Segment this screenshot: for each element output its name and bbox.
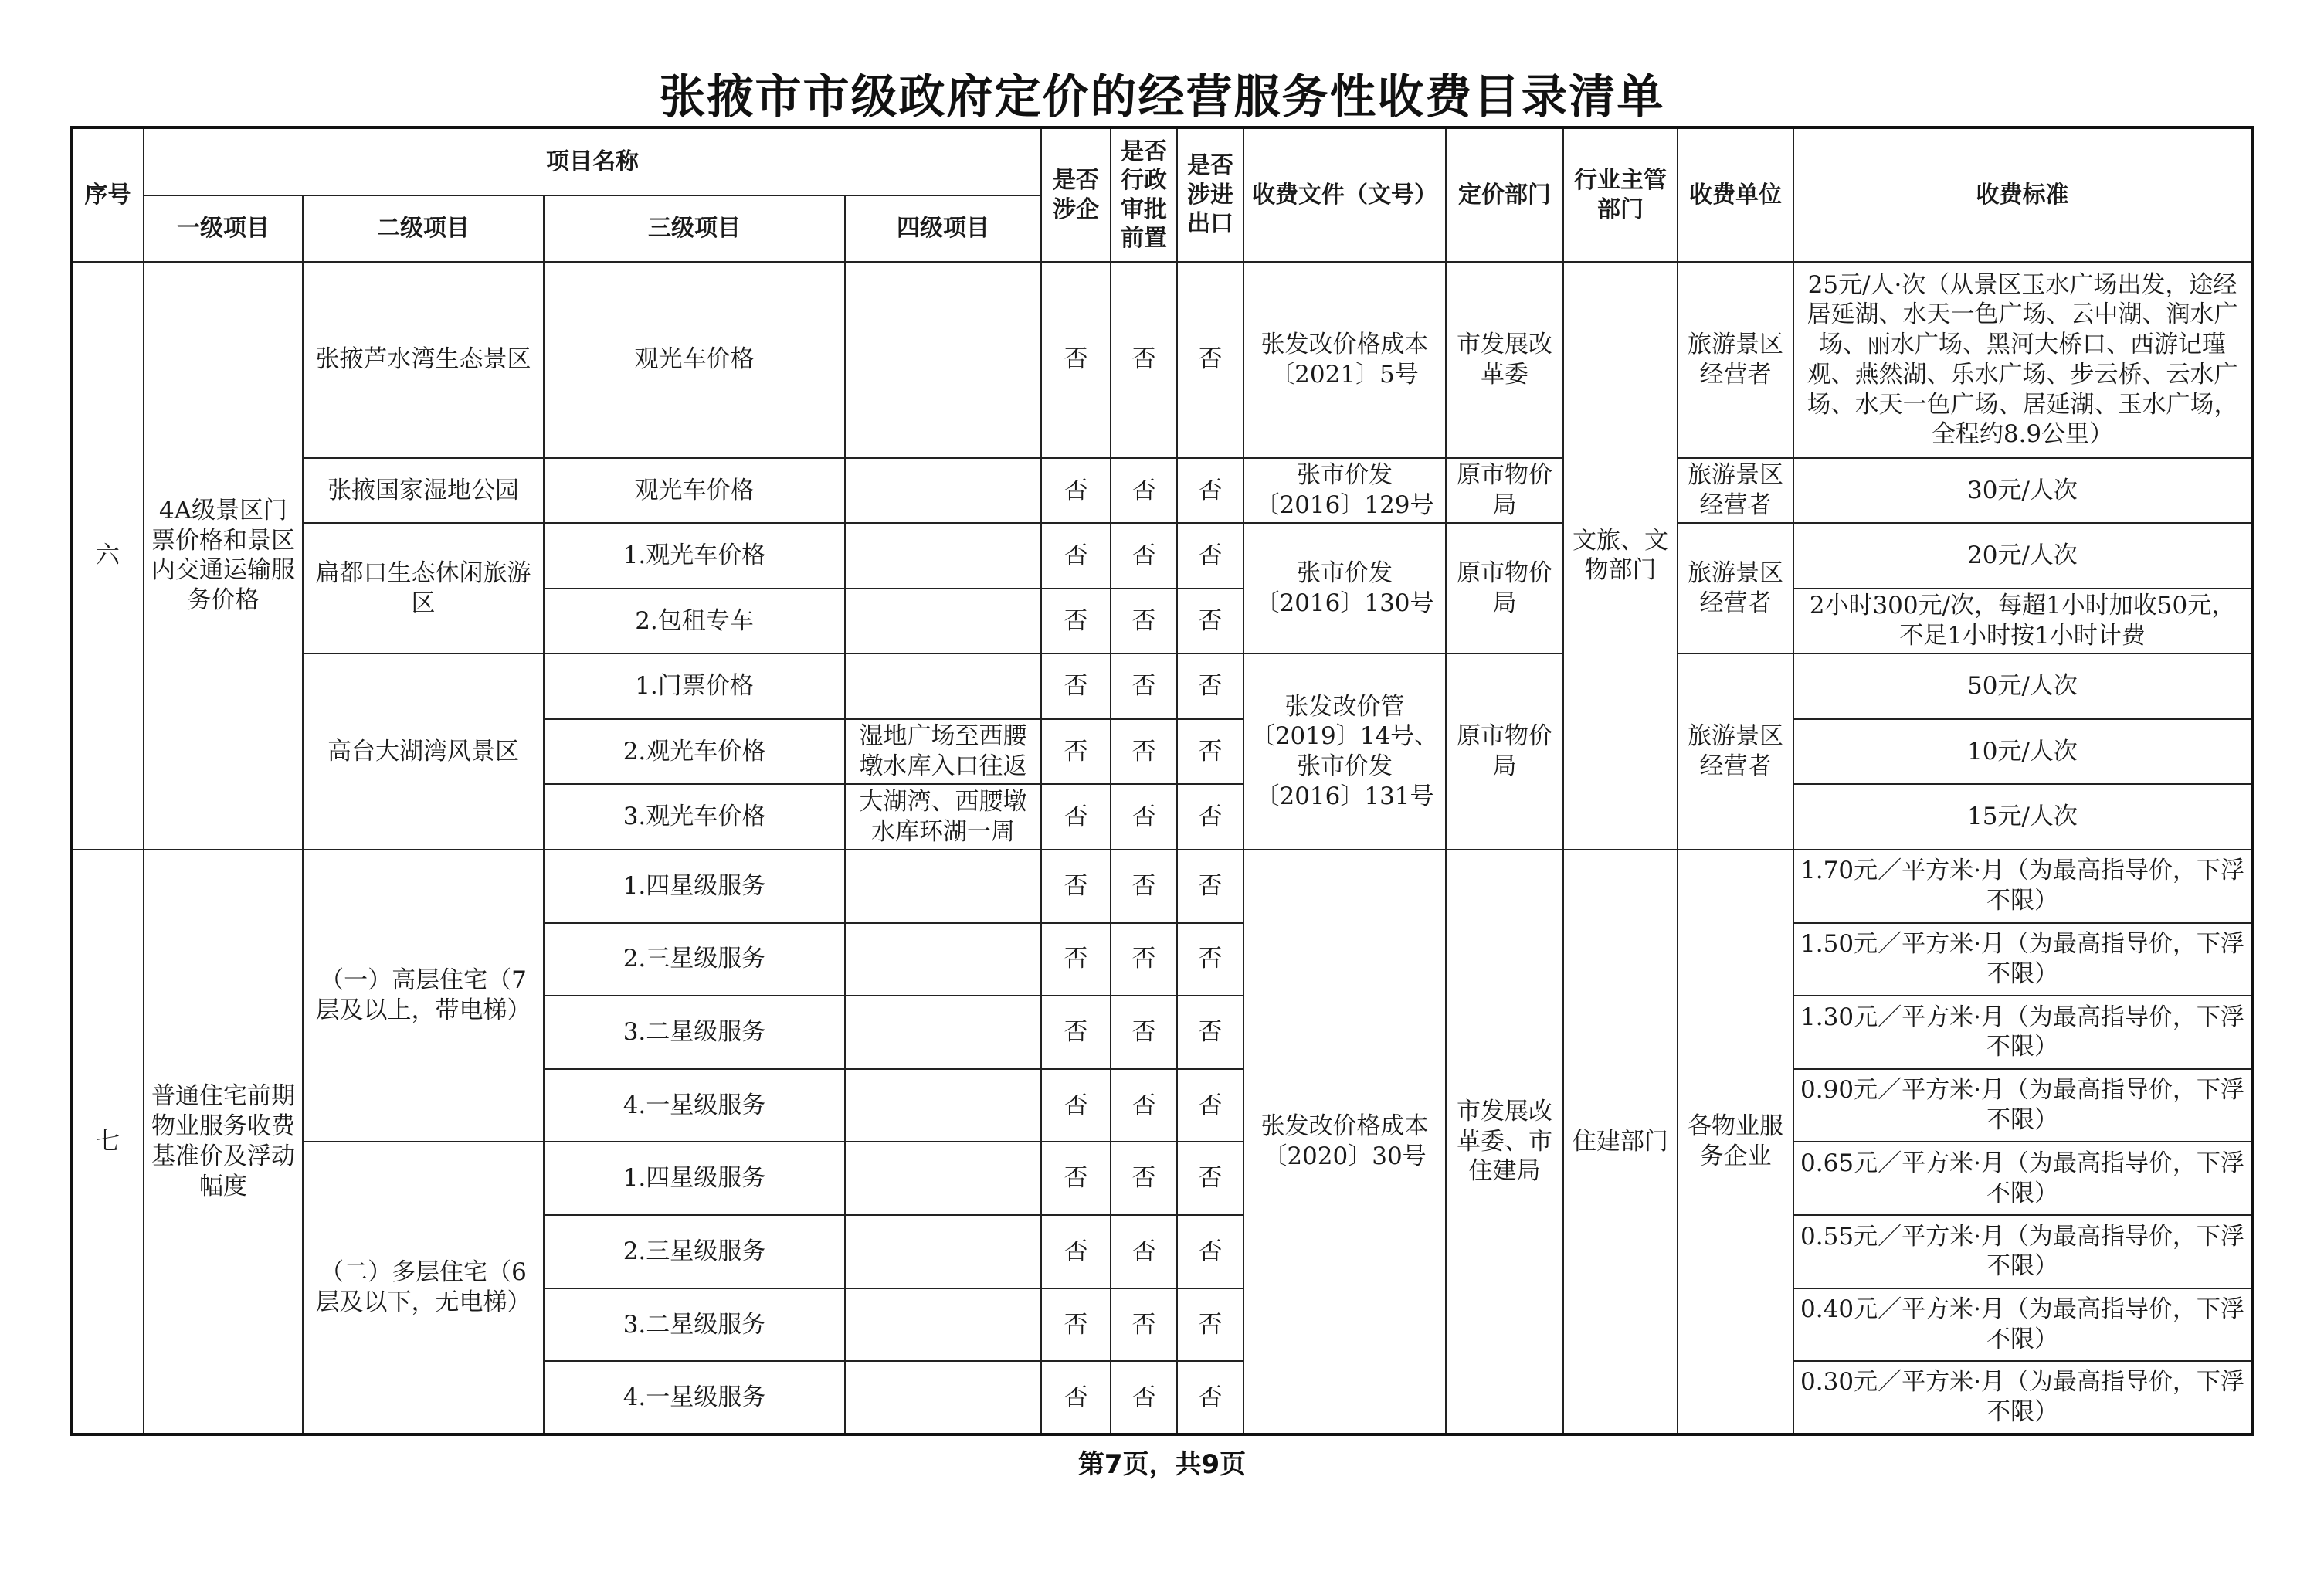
fee-standard: 0.65元／平方米·月（为最高指导价，下浮不限） [1793,1142,2252,1215]
level3-item: 2.三星级服务 [544,923,845,996]
table-row [71,458,2252,524]
level3-item: 2.观光车价格 [544,719,845,785]
enterprise-flag: 否 [1041,458,1111,524]
level3-item: 1.观光车价格 [544,523,845,589]
table-row [71,1142,2252,1215]
fee-standard: 15元/人次 [1793,784,2252,850]
enterprise-flag: 否 [1041,1288,1111,1362]
fee-standard: 50元/人次 [1793,653,2252,719]
admin-flag: 否 [1111,523,1177,589]
enterprise-flag: 否 [1041,1361,1111,1434]
import-export-flag: 否 [1177,523,1243,589]
level3-item: 1.门票价格 [544,653,845,719]
level4-item [845,1288,1041,1362]
level3-item: 2.三星级服务 [544,1215,845,1288]
fee-standard: 0.90元／平方米·月（为最高指导价，下浮不限） [1793,1069,2252,1142]
import-export-flag: 否 [1177,589,1243,654]
header-admin-approval: 是否行政审批前置 [1111,127,1177,262]
level4-item [845,653,1041,719]
import-export-flag: 否 [1177,996,1243,1069]
import-export-flag: 否 [1177,784,1243,850]
level3-item: 2.包租专车 [544,589,845,654]
collector: 旅游景区经营者 [1678,458,1793,524]
header-collector: 收费单位 [1678,127,1793,262]
header-pricing-dept: 定价部门 [1446,127,1563,262]
admin-flag: 否 [1111,1288,1177,1362]
level4-item [845,262,1041,458]
header-industry-dept: 行业主管部门 [1563,127,1678,262]
level3-item: 3.二星级服务 [544,1288,845,1362]
level2-item: （二）多层住宅（6层及以下，无电梯） [303,1142,544,1434]
table-row [71,262,2252,458]
collector: 旅游景区经营者 [1678,262,1793,458]
level3-item: 1.四星级服务 [544,1142,845,1215]
page-footer: 第7页，共9页 [1077,1449,1247,1480]
level4-item: 大湖湾、西腰墩水库环湖一周 [845,784,1041,850]
level3-item: 观光车价格 [544,458,845,524]
fee-standard: 0.40元／平方米·月（为最高指导价，下浮不限） [1793,1288,2252,1362]
level3-item: 3.观光车价格 [544,784,845,850]
pricing-dept: 市发展改革委 [1446,262,1563,458]
collector: 旅游景区经营者 [1678,523,1793,653]
enterprise-flag: 否 [1041,719,1111,785]
fee-standard: 2小时300元/次，每超1小时加收50元，不足1小时按1小时计费 [1793,589,2252,654]
admin-flag: 否 [1111,784,1177,850]
collector: 各物业服务企业 [1678,850,1793,1434]
fee-standard: 30元/人次 [1793,458,2252,524]
level4-item [845,923,1041,996]
level2-item: 高台大湖湾风景区 [303,653,544,850]
level2-item: 扁都口生态休闲旅游区 [303,523,544,653]
admin-flag: 否 [1111,1142,1177,1215]
level3-item: 观光车价格 [544,262,845,458]
level4-item [845,523,1041,589]
collector: 旅游景区经营者 [1678,653,1793,850]
import-export-flag: 否 [1177,1288,1243,1362]
enterprise-flag: 否 [1041,523,1111,589]
admin-flag: 否 [1111,1069,1177,1142]
level3-item: 4.一星级服务 [544,1361,845,1434]
industry-dept: 文旅、文物部门 [1563,262,1678,850]
header-level3: 三级项目 [544,195,845,262]
enterprise-flag: 否 [1041,923,1111,996]
admin-flag: 否 [1111,262,1177,458]
admin-flag: 否 [1111,1361,1177,1434]
level4-item [845,1069,1041,1142]
enterprise-flag: 否 [1041,1142,1111,1215]
level4-item [845,458,1041,524]
pricing-dept: 市发展改革委、市住建局 [1446,850,1563,1434]
header-level1: 一级项目 [144,195,303,262]
fee-standard: 0.30元／平方米·月（为最高指导价，下浮不限） [1793,1361,2252,1434]
pricing-dept: 原市物价局 [1446,653,1563,850]
level2-item: 张掖芦水湾生态景区 [303,262,544,458]
enterprise-flag: 否 [1041,262,1111,458]
enterprise-flag: 否 [1041,653,1111,719]
import-export-flag: 否 [1177,1361,1243,1434]
section-seq: 七 [71,850,144,1434]
level2-item: 张掖国家湿地公园 [303,458,544,524]
level2-item: （一）高层住宅（7层及以上，带电梯） [303,850,544,1142]
import-export-flag: 否 [1177,1142,1243,1215]
fee-standard: 1.30元／平方米·月（为最高指导价，下浮不限） [1793,996,2252,1069]
level1-item: 普通住宅前期物业服务收费基准价及浮动幅度 [144,850,303,1434]
fee-standard: 1.70元／平方米·月（为最高指导价，下浮不限） [1793,850,2252,923]
admin-flag: 否 [1111,719,1177,785]
fee-document: 张发改价格成本〔2021〕5号 [1243,262,1446,458]
header-level4: 四级项目 [845,195,1041,262]
import-export-flag: 否 [1177,458,1243,524]
import-export-flag: 否 [1177,653,1243,719]
level4-item: 湿地广场至西腰墩水库入口往返 [845,719,1041,785]
level4-item [845,589,1041,654]
level4-item [845,1361,1041,1434]
fee-standard: 1.50元／平方米·月（为最高指导价，下浮不限） [1793,923,2252,996]
fee-standard: 20元/人次 [1793,523,2252,589]
header-level2: 二级项目 [303,195,544,262]
level4-item [845,1142,1041,1215]
admin-flag: 否 [1111,653,1177,719]
import-export-flag: 否 [1177,1215,1243,1288]
import-export-flag: 否 [1177,262,1243,458]
page-title: 张掖市市级政府定价的经营服务性收费目录清单 [659,70,1665,124]
header-import-export: 是否涉进出口 [1177,127,1243,262]
level4-item [845,850,1041,923]
enterprise-flag: 否 [1041,784,1111,850]
enterprise-flag: 否 [1041,1069,1111,1142]
level1-item: 4A级景区门票价格和景区内交通运输服务价格 [144,262,303,850]
level3-item: 1.四星级服务 [544,850,845,923]
import-export-flag: 否 [1177,850,1243,923]
level3-item: 4.一星级服务 [544,1069,845,1142]
section-seq: 六 [71,262,144,850]
admin-flag: 否 [1111,589,1177,654]
table-row [71,523,2252,589]
level3-item: 3.二星级服务 [544,996,845,1069]
enterprise-flag: 否 [1041,1215,1111,1288]
fee-standard: 0.55元／平方米·月（为最高指导价，下浮不限） [1793,1215,2252,1288]
header-fee-document: 收费文件（文号） [1243,127,1446,262]
enterprise-flag: 否 [1041,996,1111,1069]
fee-document: 张市价发〔2016〕130号 [1243,523,1446,653]
admin-flag: 否 [1111,1215,1177,1288]
header-fee-standard: 收费标准 [1793,127,2252,262]
industry-dept: 住建部门 [1563,850,1678,1434]
header-item-name: 项目名称 [144,127,1041,195]
admin-flag: 否 [1111,996,1177,1069]
pricing-dept: 原市物价局 [1446,458,1563,524]
fee-standard: 10元/人次 [1793,719,2252,785]
enterprise-flag: 否 [1041,589,1111,654]
header-seq: 序号 [71,127,144,262]
header-enterprise: 是否涉企 [1041,127,1111,262]
enterprise-flag: 否 [1041,850,1111,923]
import-export-flag: 否 [1177,719,1243,785]
fee-document: 张发改价管〔2019〕14号、张市价发〔2016〕131号 [1243,653,1446,850]
import-export-flag: 否 [1177,1069,1243,1142]
fee-standard: 25元/人·次（从景区玉水广场出发，途经居延湖、水天一色广场、云中湖、润水广场、丽水广场、黑河大桥口、西游记瑾观、燕然湖、乐水广场、步云桥、云水广场、水天一色广场、居延湖、玉水广场，全程约8.9公里） [1793,262,2252,458]
pricing-dept: 原市物价局 [1446,523,1563,653]
table-row [71,653,2252,719]
level4-item [845,1215,1041,1288]
table-row [71,850,2252,923]
admin-flag: 否 [1111,923,1177,996]
fee-document: 张发改价格成本〔2020〕30号 [1243,850,1446,1434]
admin-flag: 否 [1111,850,1177,923]
fee-table [70,126,2254,1436]
level4-item [845,996,1041,1069]
fee-document: 张市价发〔2016〕129号 [1243,458,1446,524]
import-export-flag: 否 [1177,923,1243,996]
admin-flag: 否 [1111,458,1177,524]
